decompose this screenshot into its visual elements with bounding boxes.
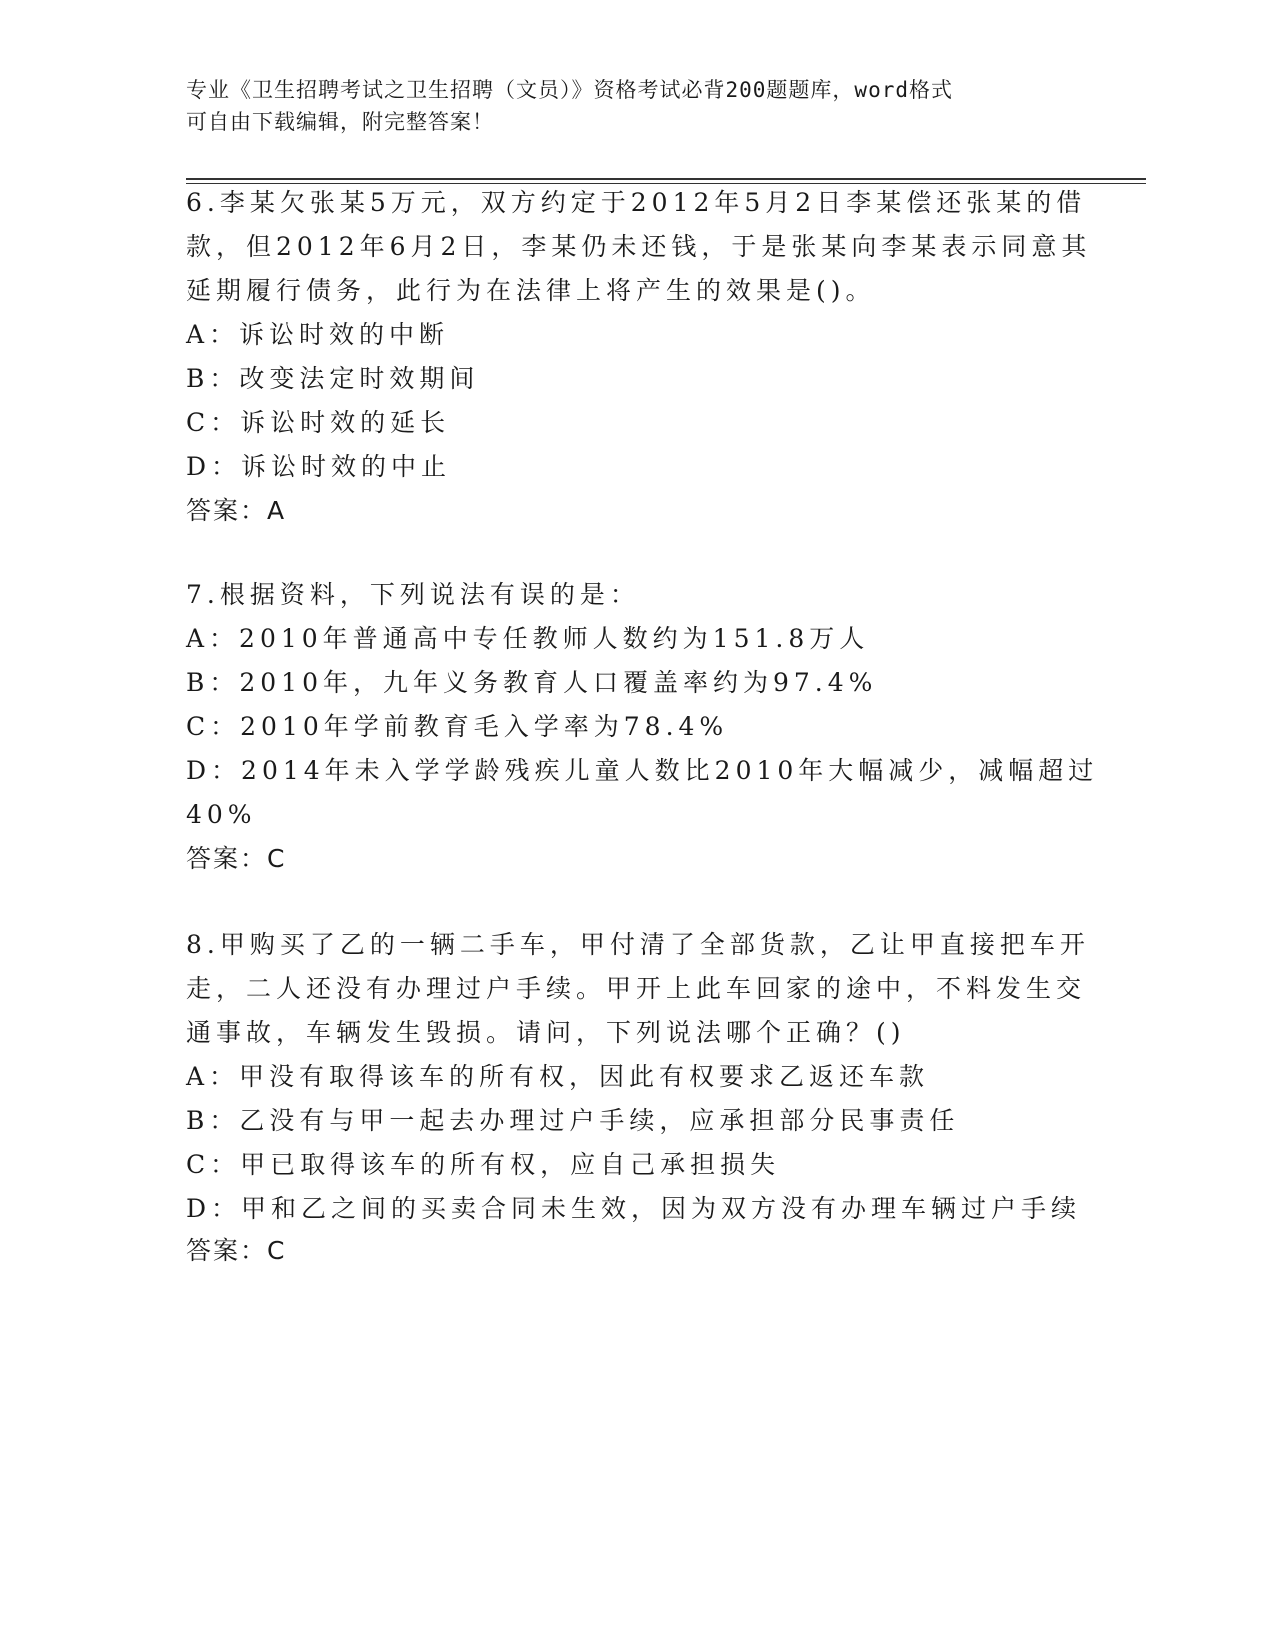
question-8-option-b: B：乙没有与甲一起去办理过户手续，应承担部分民事责任 <box>186 1106 960 1135</box>
question-7-answer: 答案：C <box>186 844 287 873</box>
question-6-stem-line-3: 延期履行债务，此行为在法律上将产生的效果是()。 <box>186 276 876 305</box>
question-8-stem-line-2: 走，二人还没有办理过户手续。甲开上此车回家的途中，不料发生交 <box>186 974 1087 1003</box>
question-8-option-d: D：甲和乙之间的买卖合同未生效，因为双方没有办理车辆过户手续 <box>186 1194 1082 1223</box>
question-8-option-c: C：甲已取得该车的所有权，应自己承担损失 <box>186 1150 781 1179</box>
question-7-option-b: B：2010年，九年义务教育人口覆盖率约为97.4% <box>186 668 878 697</box>
question-6-option-d: D：诉讼时效的中止 <box>186 452 452 481</box>
question-8-stem-line-3: 通事故，车辆发生毁损。请问，下列说法哪个正确？() <box>186 1018 906 1047</box>
header-line-1: 专业《卫生招聘考试之卫生招聘（文员）》资格考试必背200题题库，word格式 <box>186 78 953 102</box>
header-divider-thick <box>186 178 1146 180</box>
header-line-2: 可自由下载编辑，附完整答案！ <box>186 110 494 134</box>
document-header <box>186 74 1086 138</box>
question-7-option-c: C：2010年学前教育毛入学率为78.4% <box>186 712 729 741</box>
question-7-option-d: D：2014年未入学学龄残疾儿童人数比2010年大幅减少，减幅超过 <box>186 756 1099 785</box>
question-6-stem-line-1: 6.李某欠张某5万元，双方约定于2012年5月2日李某偿还张某的借 <box>186 188 1087 217</box>
question-6-answer: 答案：A <box>186 496 287 525</box>
question-6-stem-line-2: 款，但2012年6月2日，李某仍未还钱，于是张某向李某表示同意其 <box>186 232 1092 261</box>
question-7-option-d-continued: 40% <box>186 800 257 829</box>
question-8-option-a: A：甲没有取得该车的所有权，因此有权要求乙返还车款 <box>186 1062 930 1091</box>
question-8-stem-line-1: 8.甲购买了乙的一辆二手车，甲付清了全部货款，乙让甲直接把车开 <box>186 930 1090 959</box>
question-6-option-b: B：改变法定时效期间 <box>186 364 480 393</box>
header-divider-thin <box>186 183 1146 184</box>
question-7-stem-line-1: 7.根据资料，下列说法有误的是： <box>186 580 640 609</box>
question-7-option-a: A：2010年普通高中专任教师人数约为151.8万人 <box>186 624 870 653</box>
question-6-option-c: C：诉讼时效的延长 <box>186 408 451 437</box>
question-6-option-a: A：诉讼时效的中断 <box>186 320 450 349</box>
question-8-answer: 答案：C <box>186 1236 287 1265</box>
